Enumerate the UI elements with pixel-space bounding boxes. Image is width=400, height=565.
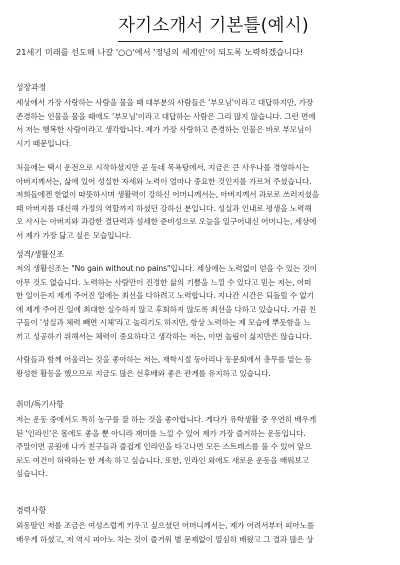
text-line: 처음에는 택시 운전으로 시작하셨지만 곧 동네 목욕탕에서, 지금은 큰 사우나를 경영하시는 xyxy=(16,163,310,172)
growth-paragraph-1 xyxy=(16,96,384,150)
text-line: 저의 생활신조는 "No gain without no pains"입니다. 세상에는 노력없이 얻을 수 있는 것이 xyxy=(16,264,317,273)
text-line: 존경하는 인물을 물을 때에도 '부모님'이라고 대답하는 사람은 그리 많지 않습니다. 그런 면에 xyxy=(16,111,316,121)
text-line: 오 사시는 아버지와 과감한 결단력과 섬세한 준비성으로 오늘을 일구어내신 어머니는, 세상에 xyxy=(16,217,317,227)
text-line: 된 '인라인'은 몸에도 좋을 뿐 아니라 재미를 느낄 수 있어 제가 가장 즐겨하는 운동입니다. xyxy=(16,428,306,438)
personality-paragraph-2 xyxy=(16,353,384,380)
document-title: 자기소개서 기본틀(예시) xyxy=(118,16,309,36)
text-line: 왕성한 활동을 했으므로 지금도 많은 선후배와 좋은 관계를 유지하고 있습니다. xyxy=(16,368,271,378)
text-line: 저는 운동 중에서도 특히 농구를 잘 하는 것을 좋아합니다. 게다가 유학생활 중 우연히 배우게 xyxy=(16,415,317,424)
text-line: 세상에서 가장 사랑하는 사람을 물을 때 대부분의 사람들은 '부모님'이라고 대답하지만, 가장 xyxy=(16,98,314,107)
text-line: 로도 여건이 허락하는 한 계속 하고 싶습니다. 또한, 인라인 외에도 새로운 운동을 배워보고 xyxy=(16,455,309,465)
text-line: 서 제가 가장 닮고 싶은 모습입니다. xyxy=(16,230,132,240)
text-line: 서 저는 행복한 사람이라고 생각합니다. 제가 가장 사랑하고 존경하는 인물은 바로 부모님이 xyxy=(16,125,312,135)
text-line: 싶습니다. xyxy=(16,469,48,479)
experience-paragraph-1 xyxy=(16,519,384,546)
hobbies-paragraph-1 xyxy=(16,413,384,481)
text-line: 저희들에겐 한없이 따뜻하시며 생활력이 강하신 어머니께서는, 아버지께서 과로로 쓰러지셨을 xyxy=(16,190,320,200)
text-line: 한 일이든지 제게 주어진 일에는 최선을 다하려고 노력합니다. 지나간 시간은 되돌릴 수 없기 xyxy=(16,291,314,301)
text-line: 구들이 '성실과 체력 빼면 시체'라고 놀리기도 하지만, 항상 노력하는 제 모습에 뿌듯함을 느 xyxy=(16,318,311,328)
text-line: 아무 것도 없습니다. 노력하는 사람만이 진정한 삶의 기쁨을 느낄 수 있다고 믿는 저는, 어떠 xyxy=(16,277,312,287)
text-line: 주말이면 공원에 나가 친구들과 즐겁게 인라인을 타고나면 모든 스트레스를 풀 수 있어 앞으 xyxy=(16,442,312,452)
text-line: 외동딸인 저를 조금은 여성스럽게 키우고 싶으셨던 어머니께서는, 제가 어려서부터 피아노를 xyxy=(16,521,315,530)
text-line: 에 제게 주어진 일에 최대한 실수하지 않고 후회하지 않도록 최선을 다하고 있습니다. 가끔 친 xyxy=(16,304,317,314)
text-line: 아버지께서는, 삶에 있어 성실한 자세와 노력이 얼마나 중요한 것인지를 가르쳐 주셨습니다. xyxy=(16,176,312,186)
document-title-block xyxy=(118,12,309,42)
section-heading-hobbies: 취미/특기사항 xyxy=(16,400,64,409)
text-line: 시기 때문입니다. xyxy=(16,138,72,148)
intro-sentence: 21세기 미래를 선도해 나갈 '○○'에서 '정녕의 세계인'이 되도록 노력하겠습니다! xyxy=(16,47,304,57)
section-heading-growth: 성장과정 xyxy=(16,83,47,92)
text-line: 배우게 하셨고, 저 역시 피아노 치는 것이 즐거워 별 문제없이 열심히 배웠고 그 결과 많은 상 xyxy=(16,534,314,544)
text-line: 때 아버지를 대신해 가정의 역할까지 하셨던 강하신 분입니다. 성실과 인내로 평생을 노력해 xyxy=(16,203,312,213)
text-line: 끼고 성공하기 위해서는 체력이 중요하다고 생각하는 저는, 이번 놀림이 싫지만은 않습니다. xyxy=(16,331,312,341)
growth-paragraph-2 xyxy=(16,161,384,243)
personality-paragraph-1 xyxy=(16,262,384,344)
text-line: 사람들과 함께 어울리는 것을 좋아하는 저는, 재학시절 동아리나 동문회에서 총무를 맡는 등 xyxy=(16,355,312,364)
title-underline xyxy=(118,41,283,42)
section-heading-experience: 경력사항 xyxy=(16,506,47,515)
section-heading-personality: 성격/생활신조 xyxy=(16,250,64,259)
